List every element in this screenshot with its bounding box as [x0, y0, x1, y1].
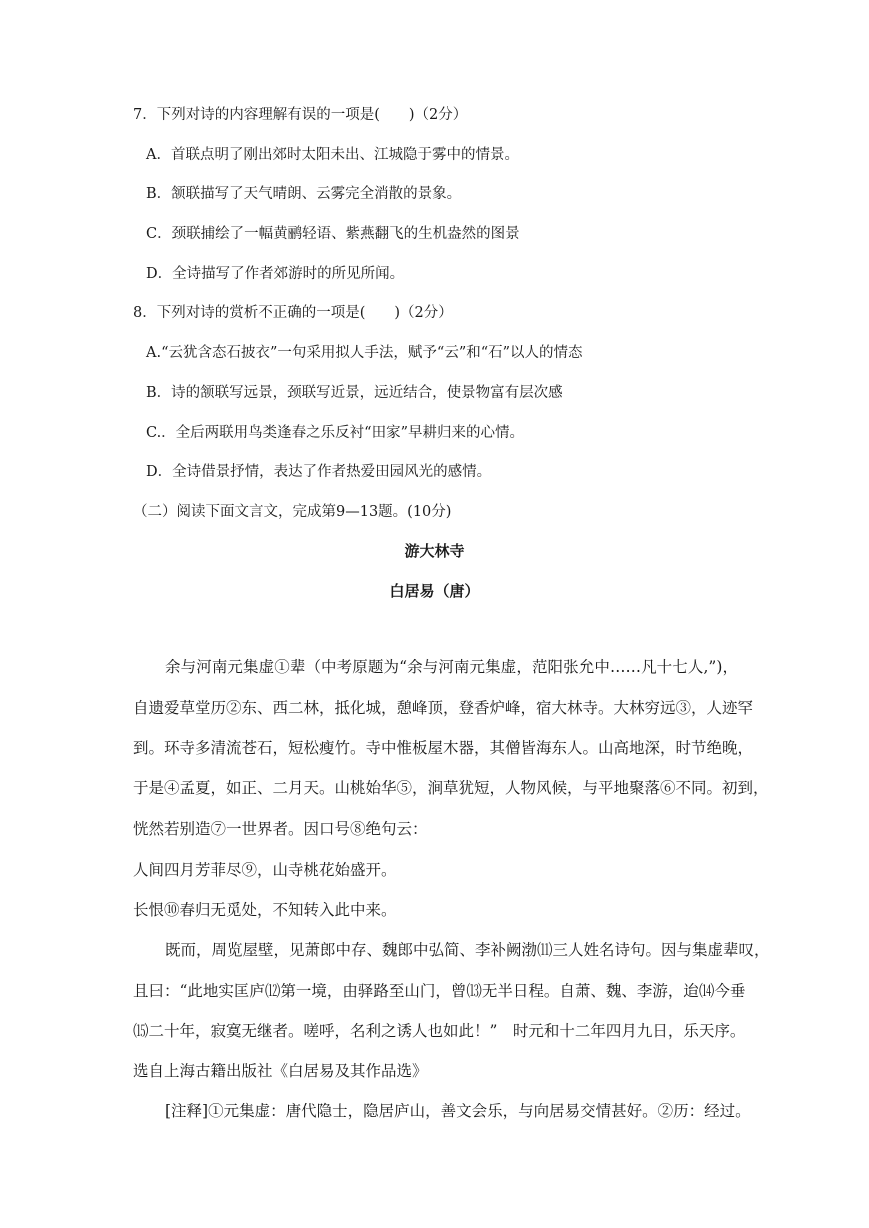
poem-line-1: 人间四月芳菲尽⑨，山寺桃花始盛开。 [133, 861, 397, 879]
question-7-option-a: A．首联点明了刚出郊时太阳未出、江城隐于雾中的情景。 [146, 147, 519, 163]
question-8-option-b: B．诗的颔联写远景，颈联写近景，远近结合，使景物富有层次感 [146, 385, 563, 401]
section-heading: （二）阅读下面文言文，完成第9—13题。(10分) [133, 504, 452, 520]
question-8-option-c: C.．全后两联用鸟类逢春之乐反衬“田家”早耕归来的心情。 [146, 425, 525, 441]
question-8-option-a: A.“云犹含态石披衣”一句采用拟人手法，赋予“云”和“石”以人的情态 [146, 345, 583, 361]
passage-line: 于是④孟夏，如正、二月天。山桃始华⑤，涧草犹短，人物风候，与平地聚落⑥不同。初到， [133, 779, 769, 797]
passage-line: 自遗爱草堂历②东、西二林，抵化城，憩峰顶，登香炉峰，宿大林寺。大林穷远③，人迹罕 [133, 699, 754, 717]
passage-author: 白居易（唐） [389, 582, 480, 600]
question-7-option-d: D．全诗描写了作者郊游时的所见所闻。 [146, 266, 405, 282]
passage-line: 到。环寺多清流苍石，短松瘦竹。寺中惟板屋木器，其僧皆海东人。山高地深，时节绝晚， [133, 739, 754, 757]
passage-title: 游大林寺 [404, 542, 465, 560]
passage-line: 恍然若别造⑦一世界者。因口号⑧绝句云： [133, 820, 428, 838]
question-7-option-c: C．颈联捕绘了一幅黄鹂轻语、紫燕翻飞的生机盎然的图景 [146, 226, 520, 242]
passage-note: [注释]①元集虚：唐代隐士，隐居庐山，善文会乐，与向居易交情甚好。②历：经过。 [165, 1102, 751, 1120]
passage-line: ⒂二十年，寂寞无继者。嗟呼，名利之诱人也如此！” 时元和十二年四月九日，乐天序。 [133, 1022, 746, 1040]
question-7-stem: 7．下列对诗的内容理解有误的一项是( )（2分） [133, 107, 468, 123]
passage-line: 且曰：“此地实匡庐⑿第一境，由驿路至山门，曾⒀无半日程。自萧、魏、李游，迨⒁今垂 [133, 982, 746, 1000]
question-8-option-d: D．全诗借景抒情，表达了作者热爱田园风光的感情。 [146, 464, 492, 480]
poem-line-2: 长恨⑩春归无觅处，不知转入此中来。 [133, 901, 397, 919]
question-7-option-b: B．颔联描写了天气晴朗、云雾完全消散的景象。 [146, 186, 462, 202]
passage-line: 既而，周览屋壁，见萧郎中存、魏郎中弘简、李补阙渤⑾三人姓名诗句。因与集虚辈叹， [165, 941, 770, 959]
passage-line: 余与河南元集虚①辈（中考原题为“余与河南元集虚，范阳张允中……凡十七人,”)， [165, 658, 738, 676]
question-8-stem: 8．下列对诗的赏析不正确的一项是( )（2分） [133, 305, 453, 321]
passage-source: 选自上海古籍出版社《白居易及其作品选》 [133, 1062, 428, 1080]
